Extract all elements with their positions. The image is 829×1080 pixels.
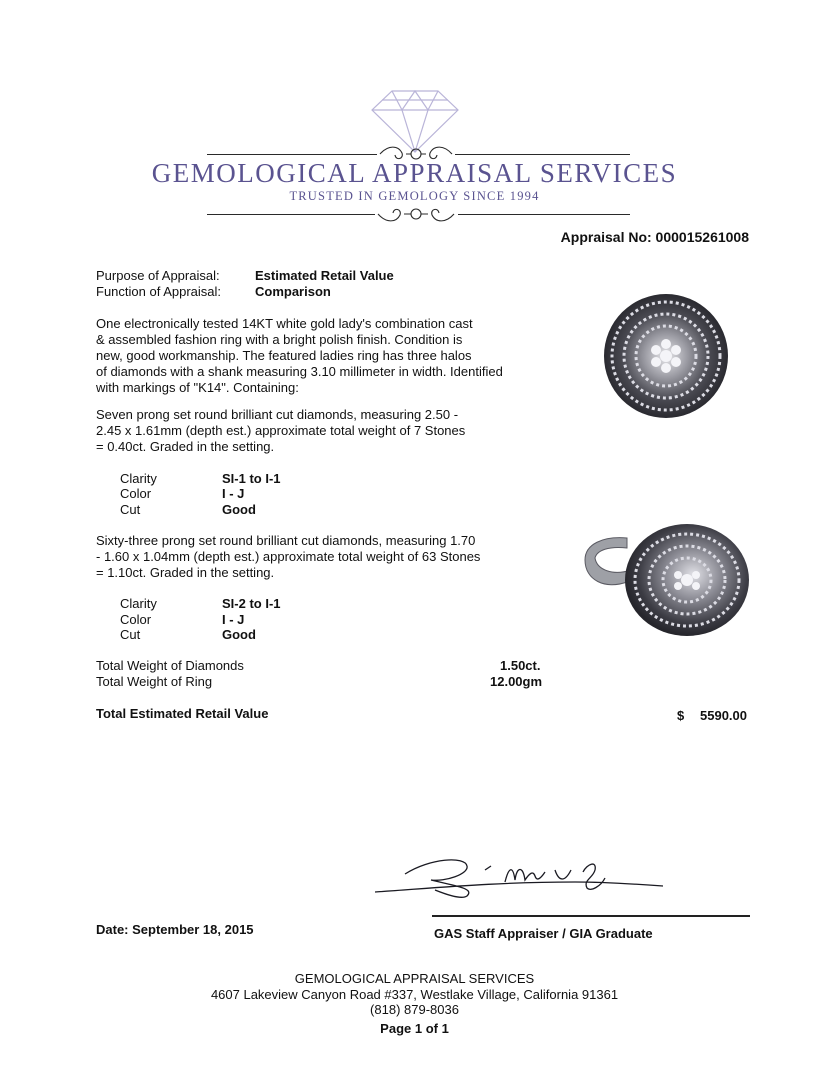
stone-group-2-description <box>96 533 480 581</box>
clarity-label: Clarity <box>120 596 157 611</box>
appraiser-signature <box>375 852 665 902</box>
cut-value: Good <box>222 502 256 517</box>
description-paragraph <box>96 316 503 396</box>
purpose-label: Purpose of Appraisal: <box>96 268 220 283</box>
clarity-label: Clarity <box>120 471 157 486</box>
appraiser-title: GAS Staff Appraiser / GIA Graduate <box>434 926 653 941</box>
total-diamond-weight-value: 1.50ct. <box>500 658 541 673</box>
description-line: One electronically tested 14KT white gold lady's combination cast <box>96 316 473 331</box>
stone-group-1-description <box>96 407 465 455</box>
signature-line <box>432 915 750 917</box>
stone-line: Sixty-three prong set round brilliant cut diamonds, measuring 1.70 <box>96 533 476 548</box>
appraisal-number: Appraisal No: 000015261008 <box>560 229 749 245</box>
clarity-value: SI-1 to I-1 <box>222 471 281 486</box>
total-retail-value: 5590.00 <box>700 708 747 723</box>
page-number: Page 1 of 1 <box>380 1021 449 1036</box>
stone-line: = 1.10ct. Graded in the setting. <box>96 565 275 580</box>
clarity-value: SI-2 to I-1 <box>222 596 281 611</box>
header-rule-right <box>455 154 630 155</box>
color-label: Color <box>120 486 152 501</box>
footer-rule-left <box>207 214 375 215</box>
color-label: Color <box>120 612 152 627</box>
stone-line: = 0.40ct. Graded in the setting. <box>96 439 275 454</box>
brand-tagline: TRUSTED IN GEMOLOGY SINCE 1994 <box>289 189 540 203</box>
stone-line: - 1.60 x 1.04mm (depth est.) approximate total weight of 63 Stones <box>96 549 481 564</box>
footer-rule-right <box>458 214 630 215</box>
color-value: I - J <box>222 486 245 501</box>
total-diamond-weight-label: Total Weight of Diamonds <box>96 658 244 673</box>
cut-label: Cut <box>120 627 141 642</box>
cut-value: Good <box>222 627 256 642</box>
total-ring-weight-value: 12.00gm <box>490 674 543 689</box>
brand-name: GEMOLOGICAL APPRAISAL SERVICES <box>151 158 678 188</box>
description-line: with markings of "K14". Containing: <box>96 380 299 395</box>
ring-top-photo <box>588 292 744 420</box>
purpose-value: Estimated Retail Value <box>255 268 394 283</box>
cut-label: Cut <box>120 502 141 517</box>
currency-symbol: $ <box>677 708 685 723</box>
description-line: new, good workmanship. The featured ladies ring has three halos <box>96 348 472 363</box>
total-ring-weight-label: Total Weight of Ring <box>96 674 213 689</box>
header-rule-left <box>207 154 377 155</box>
footer-phone: (818) 879-8036 <box>370 1002 459 1017</box>
ornament-bottom-icon <box>376 203 456 225</box>
description-line: & assembled fashion ring with a bright polish finish. Condition is <box>96 332 463 347</box>
footer-company: GEMOLOGICAL APPRAISAL SERVICES <box>294 971 535 986</box>
stone-line: Seven prong set round brilliant cut diamonds, measuring 2.50 - <box>96 407 459 422</box>
description-line: of diamonds with a shank measuring 3.10 millimeter in width. Identified <box>96 364 503 379</box>
color-value: I - J <box>222 612 245 627</box>
ring-side-photo <box>575 520 755 668</box>
function-value: Comparison <box>255 284 331 299</box>
appraisal-date: Date: September 18, 2015 <box>96 922 254 937</box>
function-label: Function of Appraisal: <box>96 284 222 299</box>
total-retail-label: Total Estimated Retail Value <box>96 706 269 721</box>
stone-line: 2.45 x 1.61mm (depth est.) approximate total weight of 7 Stones <box>96 423 466 438</box>
footer-address: 4607 Lakeview Canyon Road #337, Westlake Village, California 91361 <box>210 987 619 1002</box>
